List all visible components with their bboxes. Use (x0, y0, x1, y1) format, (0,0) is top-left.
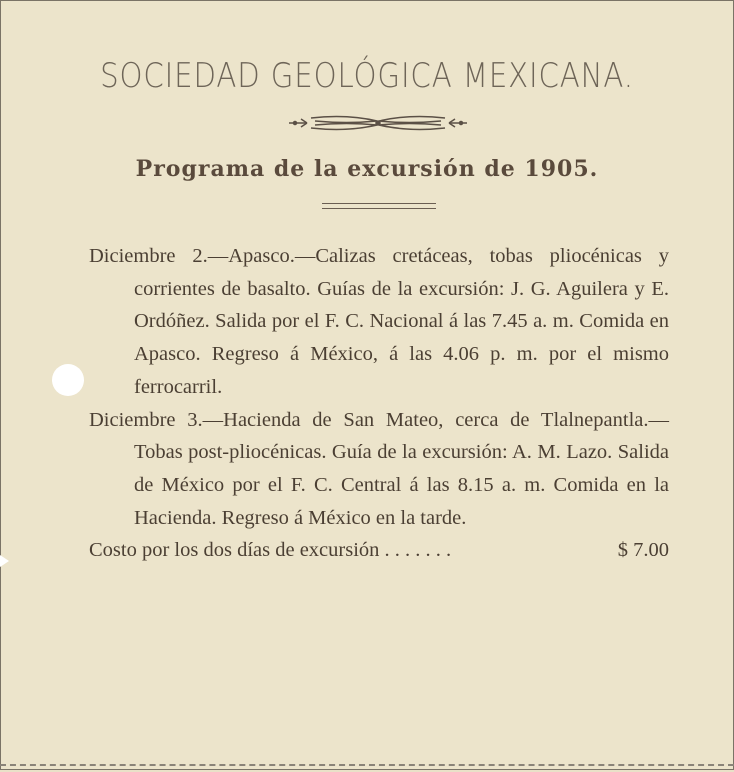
divider-rule-top (322, 203, 436, 204)
program-body (89, 240, 669, 567)
divider-rule-bottom (322, 208, 436, 209)
cost-amount: $ 7.00 (617, 539, 669, 562)
cost-line (89, 534, 669, 567)
scroll-ornament-icon (287, 112, 469, 134)
excursion-entry: Diciembre 2.—Apasco.—Calizas cretáceas, tobas pliocénicas y corrientes de basalto. Guías de la excursión: J. G. Aguilera y E. Ordóñez. Salida por el F. C. Nacional á las 7.45 a. m. Comida en Apasco. Regreso á México, á las 4.06 p. m. por el mismo ferrocarril. (89, 245, 669, 398)
cost-label: Costo por los dos días de excursión . . . . . . . (89, 539, 452, 562)
society-title: SOCIEDAD GEOLÓGICA MEXICANA. (100, 56, 634, 96)
edge-notch (0, 555, 9, 567)
program-title: Programa de la excursión de 1905. (135, 156, 599, 182)
excursion-entry: Diciembre 3.—Hacienda de San Mateo, cerca de Tlalnepantla.—Tobas post-pliocénicas. Guía de la excursión: A. M. Lazo. Salida de México por el F. C. Central á las 8.15 a. m. Comida en la Hacienda. Regreso á México en la tarde. (89, 408, 669, 529)
perforated-edge (0, 764, 734, 772)
punch-hole (52, 364, 84, 396)
